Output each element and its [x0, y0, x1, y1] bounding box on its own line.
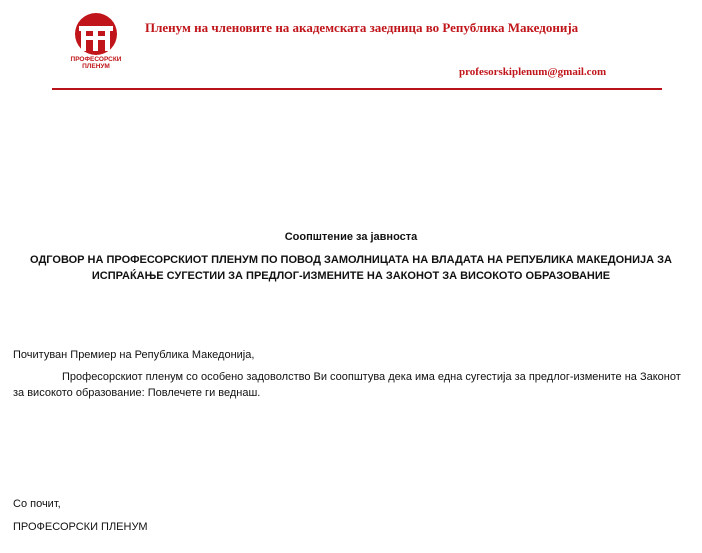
closing: Со почит, [13, 498, 61, 510]
contact-email: profesorskiplenum@gmail.com [459, 66, 607, 78]
signature: ПРОФЕСОРСКИ ПЛЕНУМ [13, 521, 148, 533]
plenum-logo-icon [62, 12, 130, 56]
organization-logo [62, 12, 130, 70]
greeting: Почитуван Премиер на Република Македонија, [13, 349, 255, 361]
body-paragraph: Професорскиот пленум со особено задоволство Ви соопштува дека има една сугестија за предлог-измените на Законот за високото образование: Повлечете ги веднаш. [13, 371, 681, 399]
header-divider [52, 88, 662, 90]
organization-title: Пленум на членовите на академската заедница во Република Македонија [145, 20, 579, 35]
document-headline: ОДГОВОР НА ПРОФЕСОРСКИОТ ПЛЕНУМ ПО ПОВОД ЗАМОЛНИЦАТА НА ВЛАДАТА НА РЕПУБЛИКА МАКЕДОНИЈА ЗА ИСПРАЌАЊЕ СУГЕСТИИ ЗА ПРЕДЛОГ-ИЗМЕНИТЕ НА ЗАКОНОТ ЗА ВИСОКОТО ОБРАЗОВАНИЕ [30, 254, 672, 282]
notice-heading: Соопштение за јавноста [284, 231, 418, 243]
logo-label: ПРОФЕСОРСКИ ПЛЕНУМ [70, 56, 122, 70]
